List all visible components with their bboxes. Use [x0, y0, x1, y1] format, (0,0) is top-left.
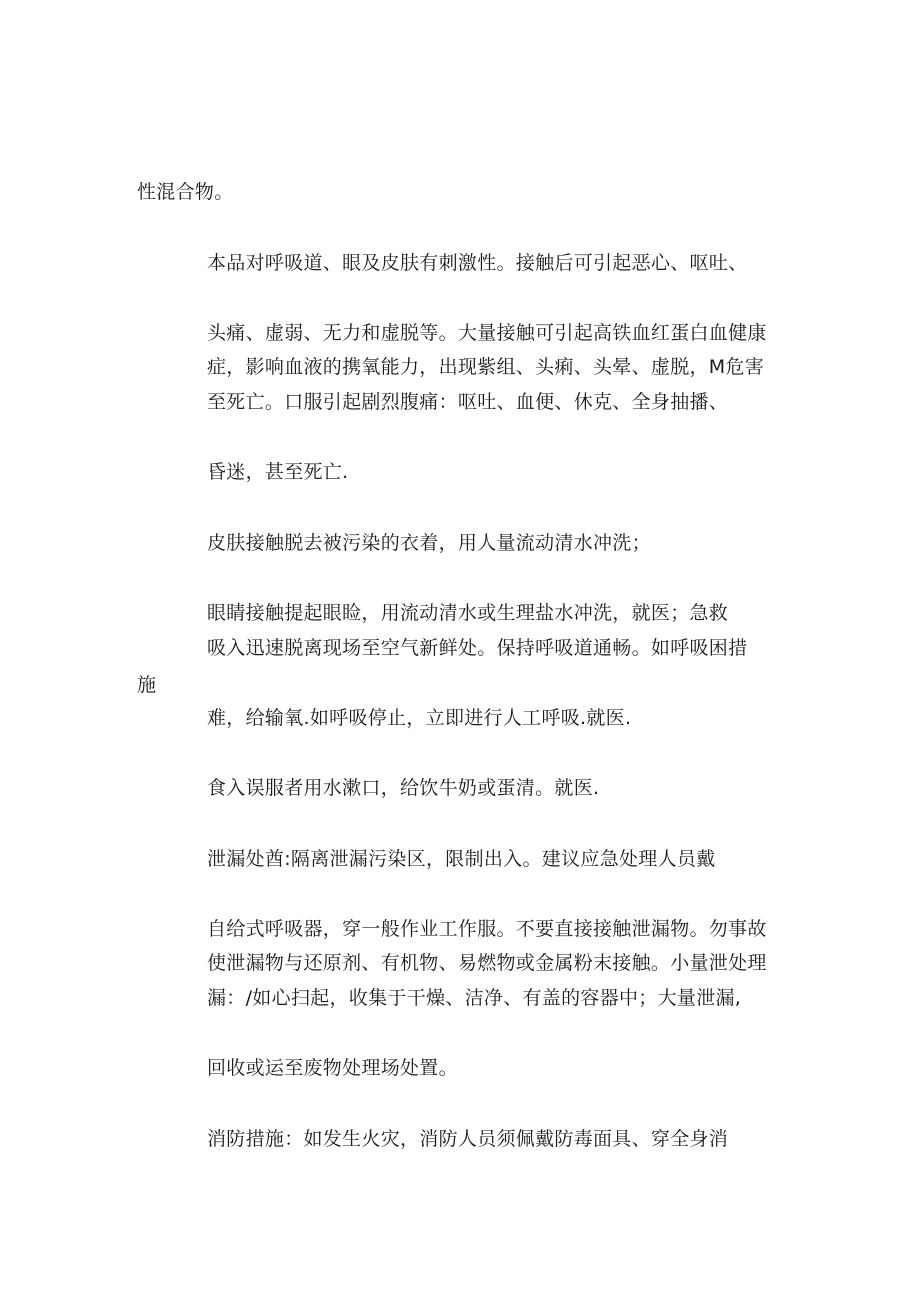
text-line: 回收或运至废物处理场处置。	[207, 1057, 458, 1079]
text-line: 使泄漏物与还原剂、有机物、易燃物或金属粉末接触。小量泄处理	[207, 952, 767, 974]
text-line: 昏迷，甚至死亡.	[207, 461, 349, 483]
text-line: 本品对呼吸道、眼及皮肤有刺激性。接触后可引起恶心、呕吐、	[207, 252, 748, 274]
text-line: 自给式呼吸器，穿一般作业工作服。不要直接接触泄漏物。勿事故	[207, 918, 767, 940]
text-line: 漏：/如心扫起，收集于干燥、洁净、有盖的容器中；大量泄漏,	[207, 987, 742, 1009]
text-line: 皮肤接触脱去被污染的衣着，用人量流动清水冲洗；	[207, 532, 651, 554]
text-line: 头痛、虚弱、无力和虚脱等。大量接触可引起高铁血红蛋白血健康	[207, 322, 767, 344]
text-line: 吸入迅速脱离现场至空气新鲜处。保持呼吸道通畅。如呼吸困措	[207, 637, 748, 659]
text-line: 泄漏处酋:隔离泄漏污染区，限制出入。建议应急处理人员戴	[207, 848, 716, 870]
text-line: 症，影响血液的携氧能力，出现紫组、头痢、头晕、虚脱，M危害	[207, 356, 765, 378]
text-line: 食入误服者用水漱口，给饮牛奶或蛋清。就医.	[207, 777, 600, 799]
text-line: 至死亡。口服引起剧烈腹痛：呕吐、血便、休克、全身抽播、	[207, 391, 729, 413]
text-line: 性混合物。	[137, 181, 234, 203]
text-line: 难，给输氧.如呼吸停止，立即进行人工呼吸.就医.	[207, 707, 632, 729]
text-line: 施	[137, 674, 157, 696]
text-line: 眼睛接触提起眼睑，用流动清水或生理盐水冲洗，就医；急救	[207, 602, 729, 624]
text-line: 消防措施：如发生火灾，消防人员须佩戴防毒面具、穿全身消	[207, 1128, 729, 1150]
